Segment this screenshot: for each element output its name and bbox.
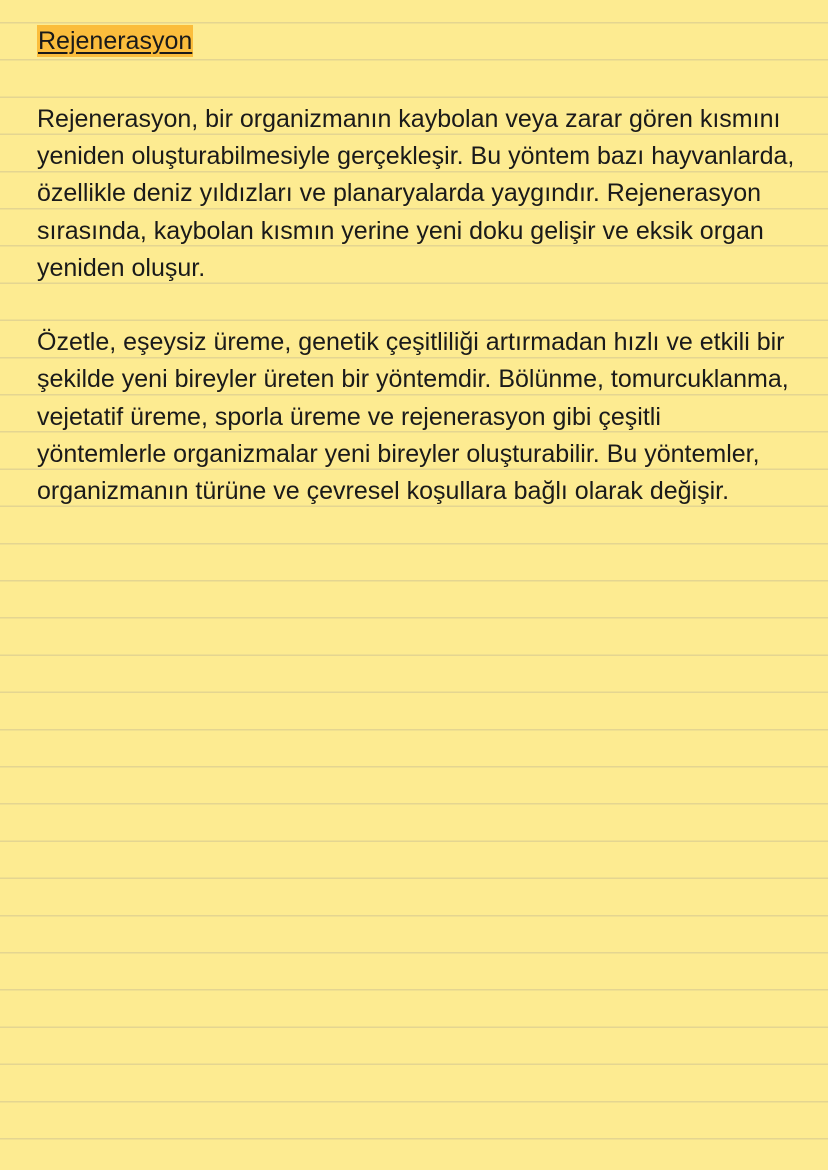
note-page — [37, 25, 797, 510]
paragraph-regeneration: Rejenerasyon, bir organizmanın kaybolan veya zarar gören kısmını yeniden oluşturabilmesiyle gerçekleşir. Bu yöntem bazı hayvanlarda, özellikle deniz yıldızları ve planaryalarda yaygındır. Rejenerasyon sırasında, kaybolan kısmın yerine yeni doku gelişir ve eksik organ yeniden oluşur. — [37, 105, 795, 282]
note-title: Rejenerasyon — [38, 27, 193, 55]
paragraph-summary: Özetle, eşeysiz üreme, genetik çeşitliliği artırmadan hızlı ve etkili bir şekilde yeni bireyler üreten bir yöntemdir. Bölünme, tomurcuklanma, vejetatif üreme, sporla üreme ve rejenerasyon gibi çeşitli yöntemlerle organizmalar yeni bireyler oluşturabilir. Bu yöntemler, organizmanın türüne ve çevresel koşullara bağlı olarak değişir. — [37, 328, 789, 506]
